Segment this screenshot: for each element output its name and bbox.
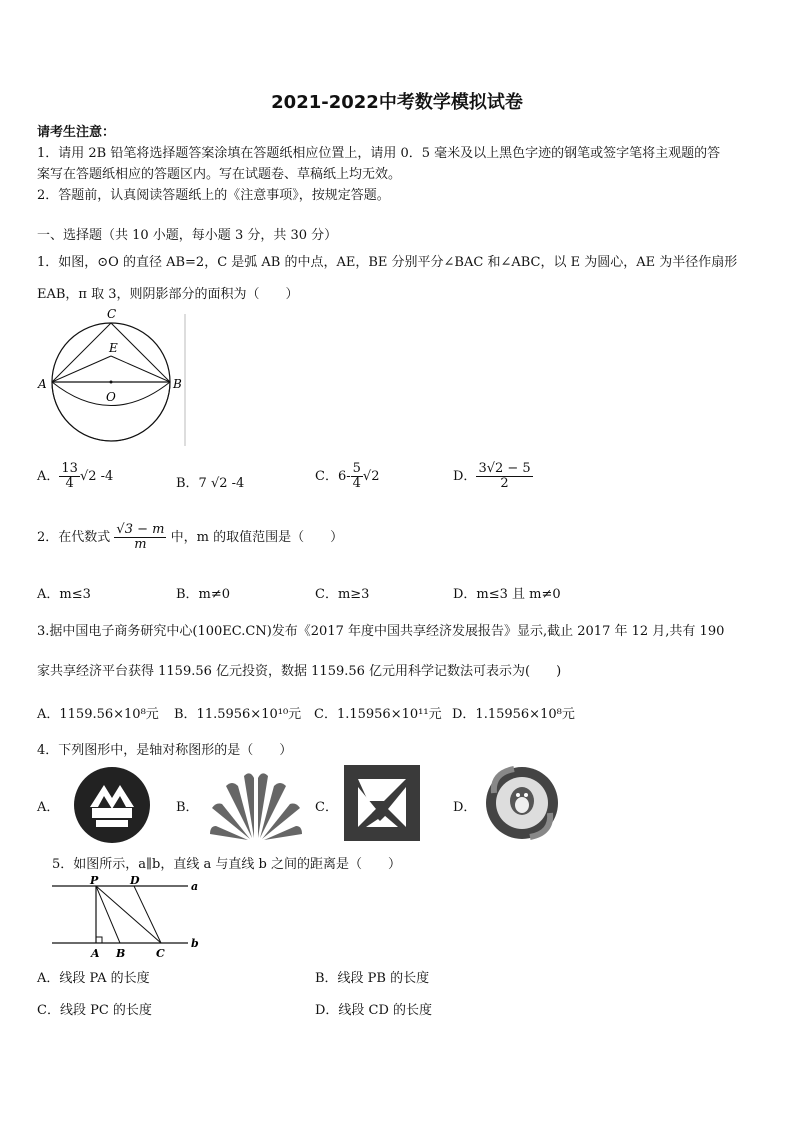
q1-option-d-letter: D．: [453, 469, 477, 484]
penguin-logo-icon[interactable]: [484, 765, 560, 841]
q2-option-a[interactable]: A．m≤3: [37, 587, 91, 602]
notice-heading: 请考生注意：: [37, 125, 116, 140]
q5-option-b[interactable]: B．线段 PB 的长度: [315, 971, 430, 986]
label-c: C: [156, 947, 165, 960]
numerator: 5: [352, 461, 361, 476]
numerator: 3√2 − 5: [478, 461, 531, 476]
denominator: m: [134, 537, 147, 552]
numerator: 13: [61, 461, 78, 476]
label-d: D: [130, 874, 140, 887]
q1-option-a[interactable]: [37, 462, 113, 491]
section-heading: 一、选择题（共 10 小题，每小题 3 分，共 30 分）: [37, 228, 338, 243]
q5-option-c[interactable]: C．线段 PC 的长度: [37, 1003, 152, 1018]
q1-option-c[interactable]: [315, 462, 379, 491]
q4-option-b-label[interactable]: B．: [176, 800, 199, 815]
q1-stem-line-1: 1．如图，⊙O 的直径 AB=2，C 是弧 AB 的中点，AE，BE 分别平分∠BAC 和∠ABC，以 E 为圆心，AE 为半径作扇形: [37, 255, 738, 270]
q4-option-a-label[interactable]: A．: [37, 800, 60, 815]
denominator: 4: [352, 476, 361, 491]
fraction: [59, 462, 80, 491]
q5-option-d[interactable]: D．线段 CD 的长度: [315, 1003, 433, 1018]
label-line-a: a: [191, 880, 199, 893]
page-title: 2021-2022中考数学模拟试卷: [271, 92, 523, 113]
label-line-b: b: [191, 937, 199, 950]
q2-stem-pre: 2．在代数式: [37, 530, 111, 545]
fraction: [351, 462, 363, 491]
q5-option-a[interactable]: A．线段 PA 的长度: [37, 971, 150, 986]
q5-parallel-lines-figure: [48, 874, 208, 960]
q1-stem-line-2: EAB，π 取 3，则阴影部分的面积为（ ）: [37, 287, 299, 302]
q1-option-c-tail: √2: [362, 469, 380, 484]
label-a: A: [91, 947, 100, 960]
q2-option-b[interactable]: B．m≠0: [176, 587, 231, 602]
label-e: E: [109, 341, 118, 355]
q1-option-c-prefix: C．6-: [315, 469, 351, 484]
huawei-logo-icon[interactable]: [208, 768, 304, 840]
denominator: 4: [65, 476, 74, 491]
notice-line-1: 1．请用 2B 铅笔将选择题答案涂填在答题纸相应位置上，请用 0．5 毫米及以上黑色字迹的钢笔或签字笔将主观题的答: [37, 146, 721, 161]
q1-circle-figure: [36, 304, 188, 446]
q3-option-c[interactable]: C．1.15956×10¹¹元: [314, 707, 442, 722]
q4-option-c-label[interactable]: C．: [315, 800, 338, 815]
fraction: [476, 462, 532, 491]
q4-option-d-label[interactable]: D．: [453, 800, 477, 815]
q2-option-c[interactable]: C．m≥3: [315, 587, 370, 602]
q3-option-d[interactable]: D．1.15956×10⁸元: [452, 707, 575, 722]
q2-stem-post: 中，m 的取值范围是（ ）: [170, 530, 344, 545]
bank-logo-icon[interactable]: [72, 765, 152, 845]
q3-stem-line-2: 家共享经济平台获得 1159.56 亿元投资，数据 1159.56 亿元用科学记数法可表示为( ): [37, 664, 562, 679]
q3-option-b[interactable]: B．11.5956×10¹⁰元: [174, 707, 302, 722]
q1-option-b[interactable]: B．7 √2 -4: [176, 476, 245, 491]
q2-expression: [114, 523, 166, 552]
q1-option-a-tail: √2 -4: [79, 469, 114, 484]
q1-option-d[interactable]: [453, 462, 533, 491]
label-c: C: [107, 307, 117, 321]
denominator: 2: [500, 476, 509, 491]
label-b: B: [173, 377, 182, 391]
q1-option-a-letter: A．: [37, 469, 60, 484]
geometric-logo-icon[interactable]: [344, 765, 420, 841]
q2-option-d[interactable]: D．m≤3 且 m≠0: [453, 587, 561, 602]
label-b: B: [116, 947, 126, 960]
notice-line-2: 案写在答题纸相应的答题区内。写在试题卷、草稿纸上均无效。: [37, 167, 402, 182]
label-a: A: [38, 377, 47, 391]
numerator: √3 − m: [116, 522, 165, 537]
q4-stem: 4．下列图形中，是轴对称图形的是（ ）: [37, 743, 293, 758]
label-o: O: [106, 390, 116, 404]
notice-line-3: 2．答题前，认真阅读答题纸上的《注意事项》，按规定答题。: [37, 188, 390, 203]
q3-stem-line-1: 3.据中国电子商务研究中心(100EC.CN)发布《2017 年度中国共享经济发展报告》显示,截止 2017 年 12 月,共有 190: [37, 624, 725, 639]
label-p: P: [90, 874, 99, 887]
q2-stem: [37, 523, 343, 552]
q5-stem: 5．如图所示，a∥b，直线 a 与直线 b 之间的距离是（ ）: [52, 857, 401, 872]
q3-option-a[interactable]: A．1159.56×10⁸元: [37, 707, 159, 722]
